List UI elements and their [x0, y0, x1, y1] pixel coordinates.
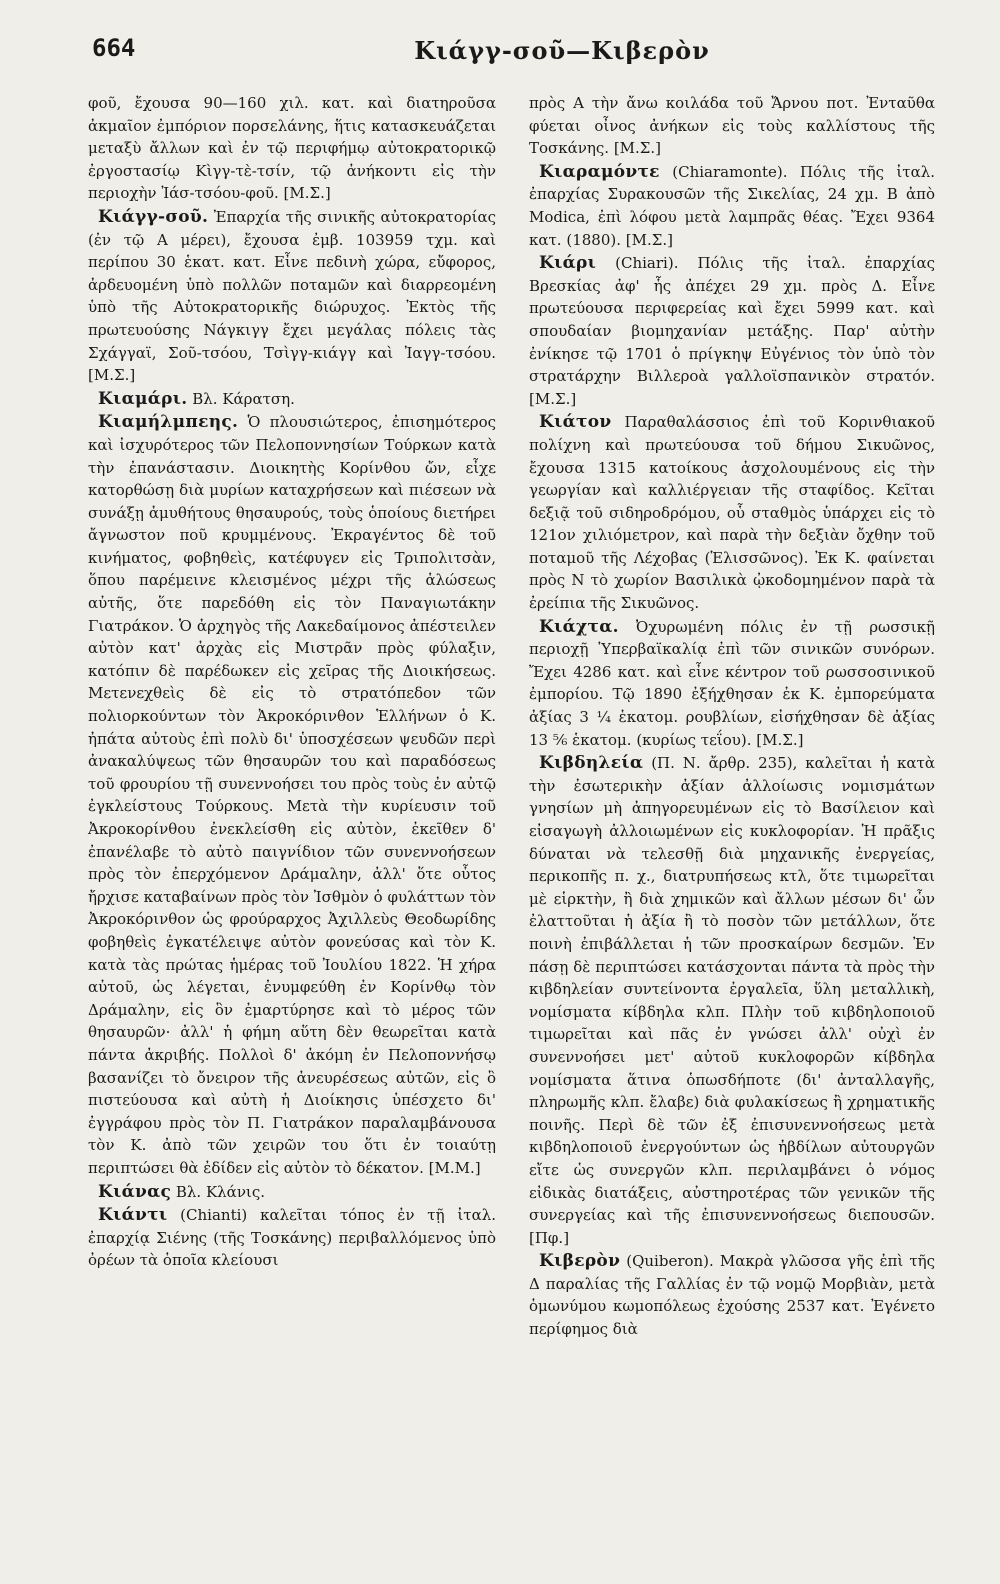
entry-text: Παραθαλάσσιος ἐπὶ τοῦ Κορινθιακοῦ πολίχνη καὶ πρωτεύουσα τοῦ δήμου Σικυῶνος, ἔχουσα 1315 κατοίκους ἀσχολουμένους εἰς τὴν γεωργίαν καὶ καλλιέργειαν τῆς σταφίδος. Κεῖται δεξιᾷ τοῦ σιδηροδρόμου, οὗ σταθμὸς ὑπάρχει εἰς τὸ 121ον χιλιόμετρον, καὶ παρὰ τὴν δεξιὰν ὄχθην τοῦ ποταμοῦ τῆς Λέχοβας (Ἑλισσῶνος). Ἐκ Κ. φαίνεται πρὸς Ν τὸ χωρίον Βασιλικὰ ᾠκοδομημένον παρὰ τὰ ἐρείπια τῆς Σικυῶνος.: [529, 413, 935, 613]
entry-text: φοῦ, ἔχουσα 90—160 χιλ. κατ. καὶ διατηροῦσα ἀκμαῖον ἐμπόριον πορσελάνης, ἥτις κατασκευάζεται μεταξὺ ἄλλων καὶ ἐν τῷ περιφήμῳ αὐτοκρατορικῷ ἐργοστασίῳ Κὶγγ-τὲ-τσίν, τῷ ἀνήκοντι εἰς τὴν περιοχὴν Ἰάσ-τσόου-φοῦ. [Μ.Σ.]: [88, 94, 496, 203]
entry-headword: Κιβδηλεία: [539, 753, 644, 774]
dictionary-entry: [88, 411, 496, 1179]
entry-text: (Chiari). Πόλις τῆς ἰταλ. ἐπαρχίας Βρεσκίας ἀφ' ἧς ἀπέχει 29 χμ. πρὸς Δ. Εἶνε πρωτεύουσα περιφερείας καὶ ἔχει 5999 κατ. καὶ σπουδαίαν βιομηχανίαν μετάξης. Παρ' αὐτὴν ἐνίκησε τῷ 1701 ὁ πρίγκηψ Εὐγένιος τὸν ὑπὸ τὸν στρατάρχην Βιλλεροὰ γαλλοϊσπανικὸν στρατόν. [Μ.Σ.]: [529, 254, 935, 408]
dictionary-entry: [88, 92, 496, 205]
entry-headword: Κιαμήλμπεης.: [98, 412, 239, 433]
entry-text: (Π. Ν. ἄρθρ. 235), καλεῖται ἡ κατὰ τὴν ἐσωτερικὴν ἀξίαν ἀλλοίωσις νομισμάτων γνησίων μὴ ἀπηγορευμένων εἰς τὸ Βασίλειον καὶ εἰσαγωγὴ ἀλλοιωμένων εἰς κυκλοφορίαν. Ἡ πρᾶξις δύναται νὰ τελεσθῇ διὰ μηχανικῆς ἐνεργείας, περικοπῆς π. χ., διατρυπήσεως κτλ, ὅτε τιμωρεῖται μὲ εἱρκτὴν, ἢ διὰ χημικῶν καὶ ἄλλων μέσων δι' ὧν ἐλαττοῦται ἡ ἀξία ἢ τὸ ποσὸν τῶν μετάλλων, ὅτε ποινὴ ἐπιβάλλεται ἡ τῶν προσκαίρων δεσμῶν. Ἐν πάσῃ δὲ περιπτώσει κατάσχονται πάντα τὰ πρὸς τὴν κιβδηλείαν συντείνοντα ἐργαλεῖα, ὕλη μεταλλικὴ, νομίσματα κίβδηλα κλπ. Πλὴν τοῦ κιβδηλοποιοῦ τιμωρεῖται καὶ πᾶς ἐν γνώσει ἀλλ' οὐχὶ ἐν συνεννοήσει μετ' αὐτοῦ κυκλοφορῶν κίβδηλα νομίσματα ἅτινα ὁπωσδήποτε (δι' ἀνταλλαγῆς, πληρωμῆς κλπ. ἔλαβε) διὰ φυλακίσεως ἢ χρηματικῆς ποινῆς. Περὶ δὲ τῶν ἐξ ἐπισυνεννοήσεως μετὰ κιβδηλοποιοῦ ἐνεργούντων ὡς ἡβδίλων αὐτουργῶν εἴτε ὡς συνεργῶν κλπ. περιλαμβάνει ὁ νόμος εἰδικὰς διατάξεις, αὐστηροτέρας τῶν γενικῶν τῆς συνεργείας καὶ τῆς ἐπισυνεννοήσεως διεπουσῶν. [Πφ.]: [529, 754, 935, 1247]
entry-text: (Quiberon). Μακρὰ γλῶσσα γῆς ἐπὶ τῆς Δ παραλίας τῆς Γαλλίας ἐν τῷ νομῷ Μορβιὰν, μετὰ ὁμωνύμου κωμοπόλεως ἐχούσης 2537 κατ. Ἐγένετο περίφημος διὰ: [529, 1252, 935, 1339]
dictionary-entry: [88, 388, 496, 411]
entry-headword: Κιαραμόντε: [539, 161, 660, 182]
dictionary-entry: [529, 161, 935, 251]
dictionary-entry: [529, 616, 935, 752]
entry-text: Ἐπαρχία τῆς σινικῆς αὐτοκρατορίας (ἐν τῷ Α μέρει), ἔχουσα ἐμβ. 103959 τχμ. καὶ περίπου 30 ἑκατ. κατ. Εἶνε πεδινὴ χώρα, εὔφορος, ἀρδευομένη ὑπὸ πολλῶν ποταμῶν καὶ διαρρεομένη ὑπὸ τῆς Αὐτοκρατορικῆς διώρυχος. Ἐκτὸς τῆς πρωτευούσης Νάγκιγγ ἔχει μεγάλας πόλεις τὰς Σχάγγαϊ, Σοῦ-τσόου, Τσὶγγ-κιάγγ καὶ Ἰαγγ-τσόου. [Μ.Σ.]: [88, 207, 496, 385]
entry-headword: Κιάνας: [98, 1181, 172, 1202]
dictionary-entry: [88, 206, 496, 387]
entry-text: Βλ. Κλάνις.: [175, 1182, 265, 1201]
dictionary-entry: [529, 752, 935, 1249]
dictionary-entry: [529, 1250, 935, 1340]
dictionary-entry: [88, 1204, 496, 1272]
page-number: 664: [92, 34, 136, 62]
dictionary-entry: [529, 252, 935, 410]
entry-headword: Κιάγγ-σοῦ.: [98, 206, 209, 227]
entry-text: (Chianti) καλεῖται τόπος ἐν τῇ ἰταλ. ἐπαρχίᾳ Σιένης (τῆς Τοσκάνης) περιβαλλόμενος ὑπὸ ὀρέων τὰ ὁποῖα κλείουσι: [88, 1206, 496, 1270]
entry-headword: Κιάχτα.: [539, 616, 619, 637]
entry-text: πρὸς Α τὴν ἄνω κοιλάδα τοῦ Ἄρνου ποτ. Ἐνταῦθα φύεται οἶνος ἀνήκων εἰς τοὺς καλλίστους τῆς Τοσκάνης. [Μ.Σ.]: [529, 94, 935, 158]
dictionary-entry: [88, 1181, 496, 1204]
entry-text: Βλ. Κάρατση.: [192, 389, 295, 408]
entry-text: (Chiaramonte). Πόλις τῆς ἰταλ. ἐπαρχίας Συρακουσῶν τῆς Σικελίας, 24 χμ. Β ἀπὸ Modica, ἐπὶ λόφου μετὰ λαμπρᾶς θέας. Ἔχει 9364 κατ. (1880). [Μ.Σ.]: [529, 162, 935, 249]
entry-text: Ὀχυρωμένη πόλις ἐν τῇ ρωσσικῇ περιοχῇ Ὑπερβαϊκαλίᾳ ἐπὶ τῶν σινικῶν συνόρων. Ἔχει 4286 κατ. καὶ εἶνε κέντρον τοῦ ρωσσοσινικοῦ ἐμπορίου. Τῷ 1890 ἐξήχθησαν ἐκ Κ. ἐμπορεύματα ἀξίας 3 ¼ ἑκατομ. ρουβλίων, εἰσήχθησαν δὲ ἀξίας 13 ⅚ ἑκατομ. (κυρίως τεΐου). [Μ.Σ.]: [529, 617, 935, 749]
right-column: [529, 92, 935, 1342]
dictionary-entry: [529, 411, 935, 614]
entry-headword: Κιάρι: [539, 253, 597, 274]
entry-text: Ὁ πλουσιώτερος, ἐπισημότερος καὶ ἰσχυρότερος τῶν Πελοποννησίων Τούρκων κατὰ τὴν ἐπανάστασιν. Διοικητὴς Κορίνθου ὤν, εἶχε κατορθώσῃ διὰ μυρίων καταχρήσεων καὶ πιέσεων νὰ συνάξῃ ἀμυθήτους θησαυρούς, τοὺς ὁποίους διετήρει ἄγνωστον ποῦ κρυμμένους. Ἐκραγέντος δὲ τοῦ κινήματος, φοβηθεὶς, κατέφυγεν εἰς Τριπολιτσὰν, ὅπου παρέμεινε κλεισμένος μέχρι τῆς ἁλώσεως αὐτῆς, ὅτε παρεδόθη εἰς τὸν Παναγιωτάκην Γιατράκον. Ὁ ἀρχηγὸς τῆς Λακεδαίμονος ἀπέστειλεν αὐτὸν κατ' ἀρχὰς εἰς Μιστρᾶν πρὸς φύλαξιν, κατόπιν δὲ παρέδωκεν εἰς χεῖρας τῆς Διοικήσεως. Μετενεχθεὶς δὲ εἰς τὸ στρατόπεδον τῶν πολιορκούντων τὸν Ἀκροκόρινθον Ἑλλήνων ὁ Κ. ἠπάτα αὐτοὺς ἐπὶ πολὺ δι' ὑποσχέσεων ψευδῶν περὶ ἀνακαλύψεως τῶν θησαυρῶν του καὶ παραδόσεως τοῦ φρουρίου τῇ συνεννοήσει του πρὸς τοὺς ἐν αὐτῷ ἐγκλείστους Τούρκους. Μετὰ τὴν κυρίευσιν τοῦ Ἀκροκορίνθου ἐνεκλείσθη εἰς αὐτὸν, ἐκεῖθεν δ' ἐπανέλαβε τὸ αὐτὸ παιγνίδιον τῶν συνεννοήσεων πρὸς τὸν ἐπερχόμενον Δράμαλην, ἀλλ' ὅτε οὗτος ἤρχισε καταβαίνων πρὸς τὸν Ἰσθμὸν ὁ φυλάττων τὸν Ἀκροκόρινθον ὡς φρούραρχος Ἀχιλλεὺς Θεοδωρίδης φοβηθεὶς ἐγκατέλειψε αὐτὸν φονεύσας καὶ τὸν Κ. κατὰ τὰς πρώτας ἡμέρας τοῦ Ἰουλίου 1822. Ἡ χήρα αὐτοῦ, ὡς λέγεται, ἐνυμφεύθη ἐν Κορίνθῳ τὸν Δράμαλην, εἰς ὃν ἐμαρτύρησε καὶ τὸ μέρος τῶν θησαυρῶν· ἀλλ' ἡ φήμη αὕτη δὲν θεωρεῖται κατὰ πάντα ἀκριβής. Πολλοὶ δ' ἀκόμη ἐν Πελοποννήσῳ βασανίζει τὸ ὄνειρον τῆς ἀνευρέσεως αὐτῶν, εἰς ὃ πιστεύουσα καὶ αὐτὴ ἡ Διοίκησις ὑπέσχετο δι' ἐγγράφου πρὸς τὸν Π. Γιατράκον παραλαμβάνουσα τὸν Κ. ἀπὸ τῶν χειρῶν του ὅτι ἐν τοιαύτῃ περιπτώσει θὰ ἐδίδεν εἰς αὐτὸν τὸ δέκατον. [Μ.Μ.]: [88, 413, 496, 1177]
page-header: [92, 34, 932, 74]
entry-headword: Κιβερὸν: [539, 1251, 621, 1272]
left-column: [88, 92, 496, 1273]
running-head: Κιάγγ-σοῦ—Κιβερὸν: [414, 36, 710, 65]
dictionary-entry: [529, 92, 935, 160]
entry-headword: Κιάτον: [539, 412, 612, 433]
entry-headword: Κιάντι: [98, 1205, 168, 1226]
entry-headword: Κιαμάρι.: [98, 388, 188, 409]
